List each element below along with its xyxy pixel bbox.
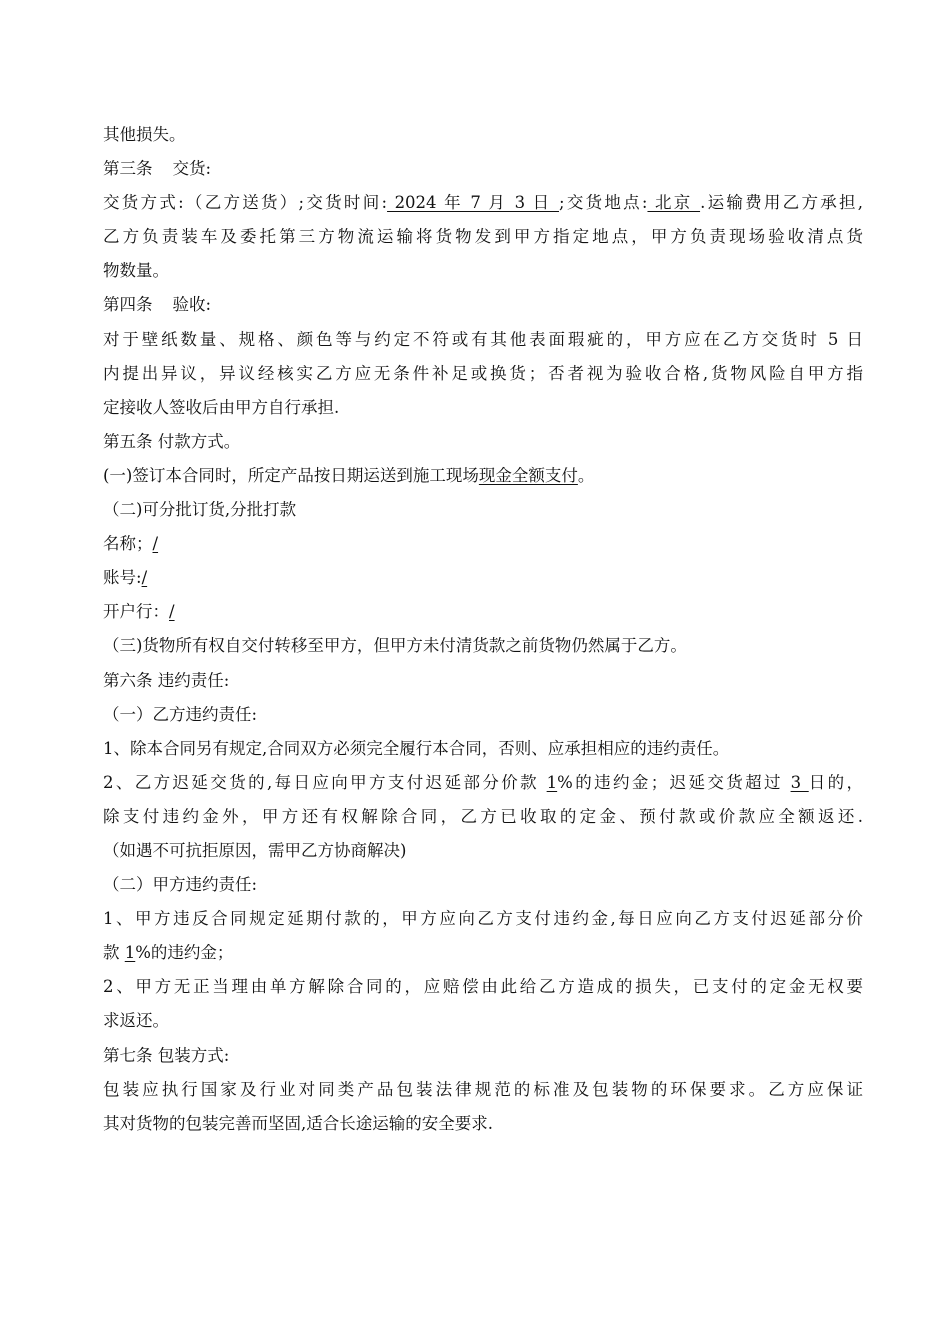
penalty-line: 2、乙方迟延交货的,每日应向甲方支付迟延部分价款 1%的违约金；迟延交货超过 3 日的， [103,772,863,792]
penalty-rate-line: 款 1%的违约金； [103,943,234,963]
article-4-heading: 第四条 验收: [103,295,212,315]
text-line: （一）乙方违约责任: [103,704,258,724]
article-6-heading: 第六条 违约责任: [103,670,230,690]
account-name-value: / [152,534,159,554]
account-name-line: 名称；/ [103,534,159,554]
text-line: 其他损失。 [103,125,186,144]
article-7-heading: 第七条 包装方式: [103,1045,230,1065]
delay-days: 3 [790,772,809,792]
text-line: 求返还。 [103,1011,169,1031]
text-line: （三)货物所有权自交付转移至甲方，但甲方未付清货款之前货物仍然属于乙方。 [103,636,687,656]
bank-value: / [169,602,175,622]
delivery-place: 北京 [647,193,701,213]
account-number-line: 账号:/ [103,568,148,588]
payment-method: 现金全额支付 [478,465,578,485]
text-line: 1、甲方违反合同规定延期付款的，甲方应向乙方支付违约金,每日应向乙方支付迟延部分价 [103,909,863,929]
article-3-heading: 第三条 交货: [103,159,212,179]
text-line: （如遇不可抗拒原因，需甲乙方协商解决) [103,840,407,860]
payment-line: (一)签订本合同时，所定产品按日期运送到施工现场现金全额支付。 [103,465,595,485]
text-line: 包装应执行国家及行业对同类产品包装法律规范的标准及包装物的环保要求。乙方应保证 [103,1079,863,1099]
contract-page [103,118,863,1141]
penalty-rate: 1 [124,943,136,963]
text-line: 内提出异议，异议经核实乙方应无条件补足或换货；否者视为验收合格,货物风险自甲方指 [103,363,863,383]
text-line: （二)可分批订货,分批打款 [103,500,297,520]
text-line: 定接收人签收后由甲方自行承担. [103,397,340,417]
delivery-terms-line: 交货方式:（乙方送货）;交货时间: 2024 年 7 月 3 日 ;交货地点: 北京 .运输费用乙方承担, [103,193,864,213]
text-line: 物数量。 [103,261,169,281]
text-line: 除支付违约金外，甲方还有权解除合同，乙方已收取的定金、预付款或价款应全额返还. [103,806,863,826]
text-line: 乙方负责装车及委托第三方物流运输将货物发到甲方指定地点，甲方负责现场验收清点货 [103,227,863,247]
text-line: （二）甲方违约责任: [103,875,258,895]
account-number-value: / [141,568,148,588]
article-5-heading: 第五条 付款方式。 [103,431,241,451]
bank-line: 开户行：/ [103,602,175,622]
text-line: 其对货物的包装完善而坚固,适合长途运输的安全要求. [103,1113,493,1133]
text-line: 对于壁纸数量、规格、颜色等与约定不符或有其他表面瑕疵的，甲方应在乙方交货时 5 日 [103,329,863,349]
delivery-date: 2024 年 7 月 3 日 [387,193,559,213]
text-line: 1、除本合同另有规定,合同双方必须完全履行本合同，否则、应承担相应的违约责任。 [103,738,730,758]
penalty-rate: 1 [546,772,558,792]
text-line: 2、甲方无正当理由单方解除合同的，应赔偿由此给乙方造成的损失，已支付的定金无权要 [103,977,863,997]
